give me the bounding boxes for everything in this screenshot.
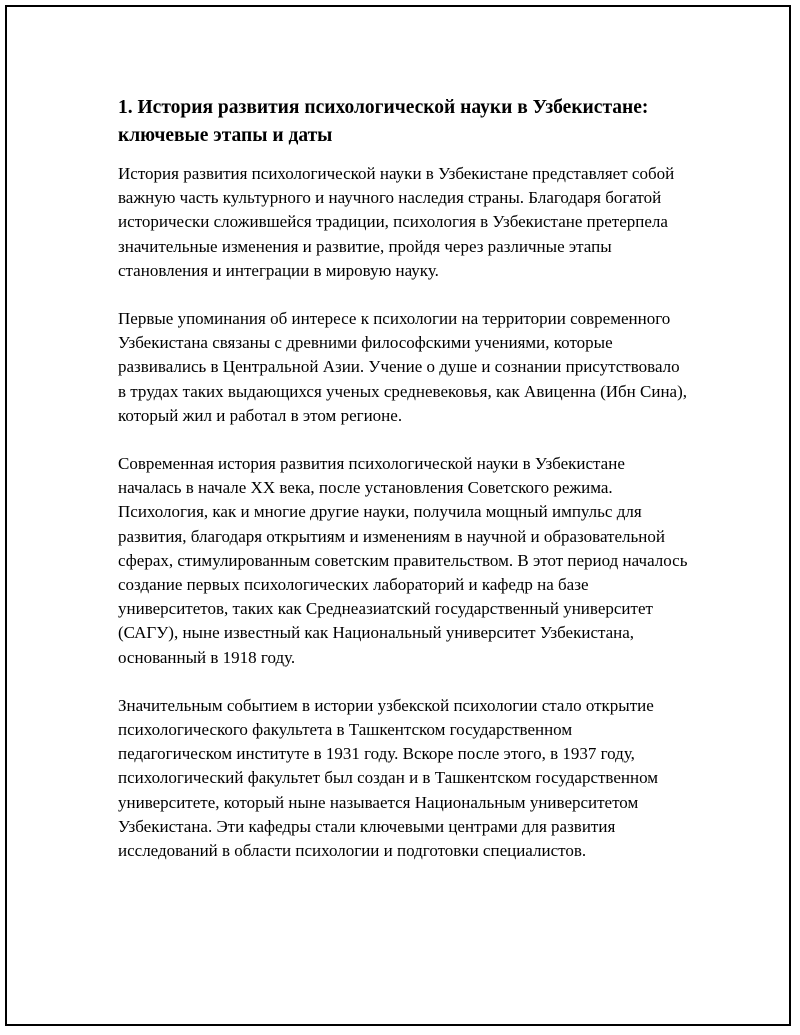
document-body	[118, 94, 688, 887]
section-heading: 1. История развития психологической науки в Узбекистане: ключевые этапы и даты	[118, 97, 649, 146]
paragraph-origins: Первые упоминания об интересе к психологии на территории современного Узбекистана связаны с древними философскими учениями, которые развивались в Центральной Азии. Учение о душе и сознании присутствовало в трудах таких выдающихся ученых средневековья, как Авиценна (Ибн Сина), который жил и работал в этом регионе.	[118, 309, 688, 425]
paragraph-modern-history: Современная история развития психологической науки в Узбекистане началась в начале XX века, после установления Советского режима. Психология, как и многие другие науки, получила мощный импульс для развития, благодаря открытиям и изменениям в научной и образовательной сферах, стимулированным советским правительством. В этот период началось создание первых психологических лабораторий и кафедр на базе университетов, таких как Среднеазиатский государственный университет (САГУ), ныне известный как Национальный университет Узбекистана, основанный в 1918 году.	[118, 454, 688, 667]
paragraph-intro: История развития психологической науки в Узбекистане представляет собой важную часть культурного и научного наследия страны. Благодаря богатой исторически сложившейся традиции, психология в Узбекистане претерпела значительные изменения и развитие, пройдя через различные этапы становления и интеграции в мировую науку.	[118, 164, 675, 280]
paragraph-faculty: Значительным событием в истории узбекской психологии стало открытие психологического факультета в Ташкентском государственном педагогическом институте в 1931 году. Вскоре после этого, в 1937 году, психологический факультет был создан и в Ташкентском государственном университете, который ныне называется Национальным университетом Узбекистана. Эти кафедры стали ключевыми центрами для развития исследований в области психологии и подготовки специалистов.	[118, 695, 659, 861]
